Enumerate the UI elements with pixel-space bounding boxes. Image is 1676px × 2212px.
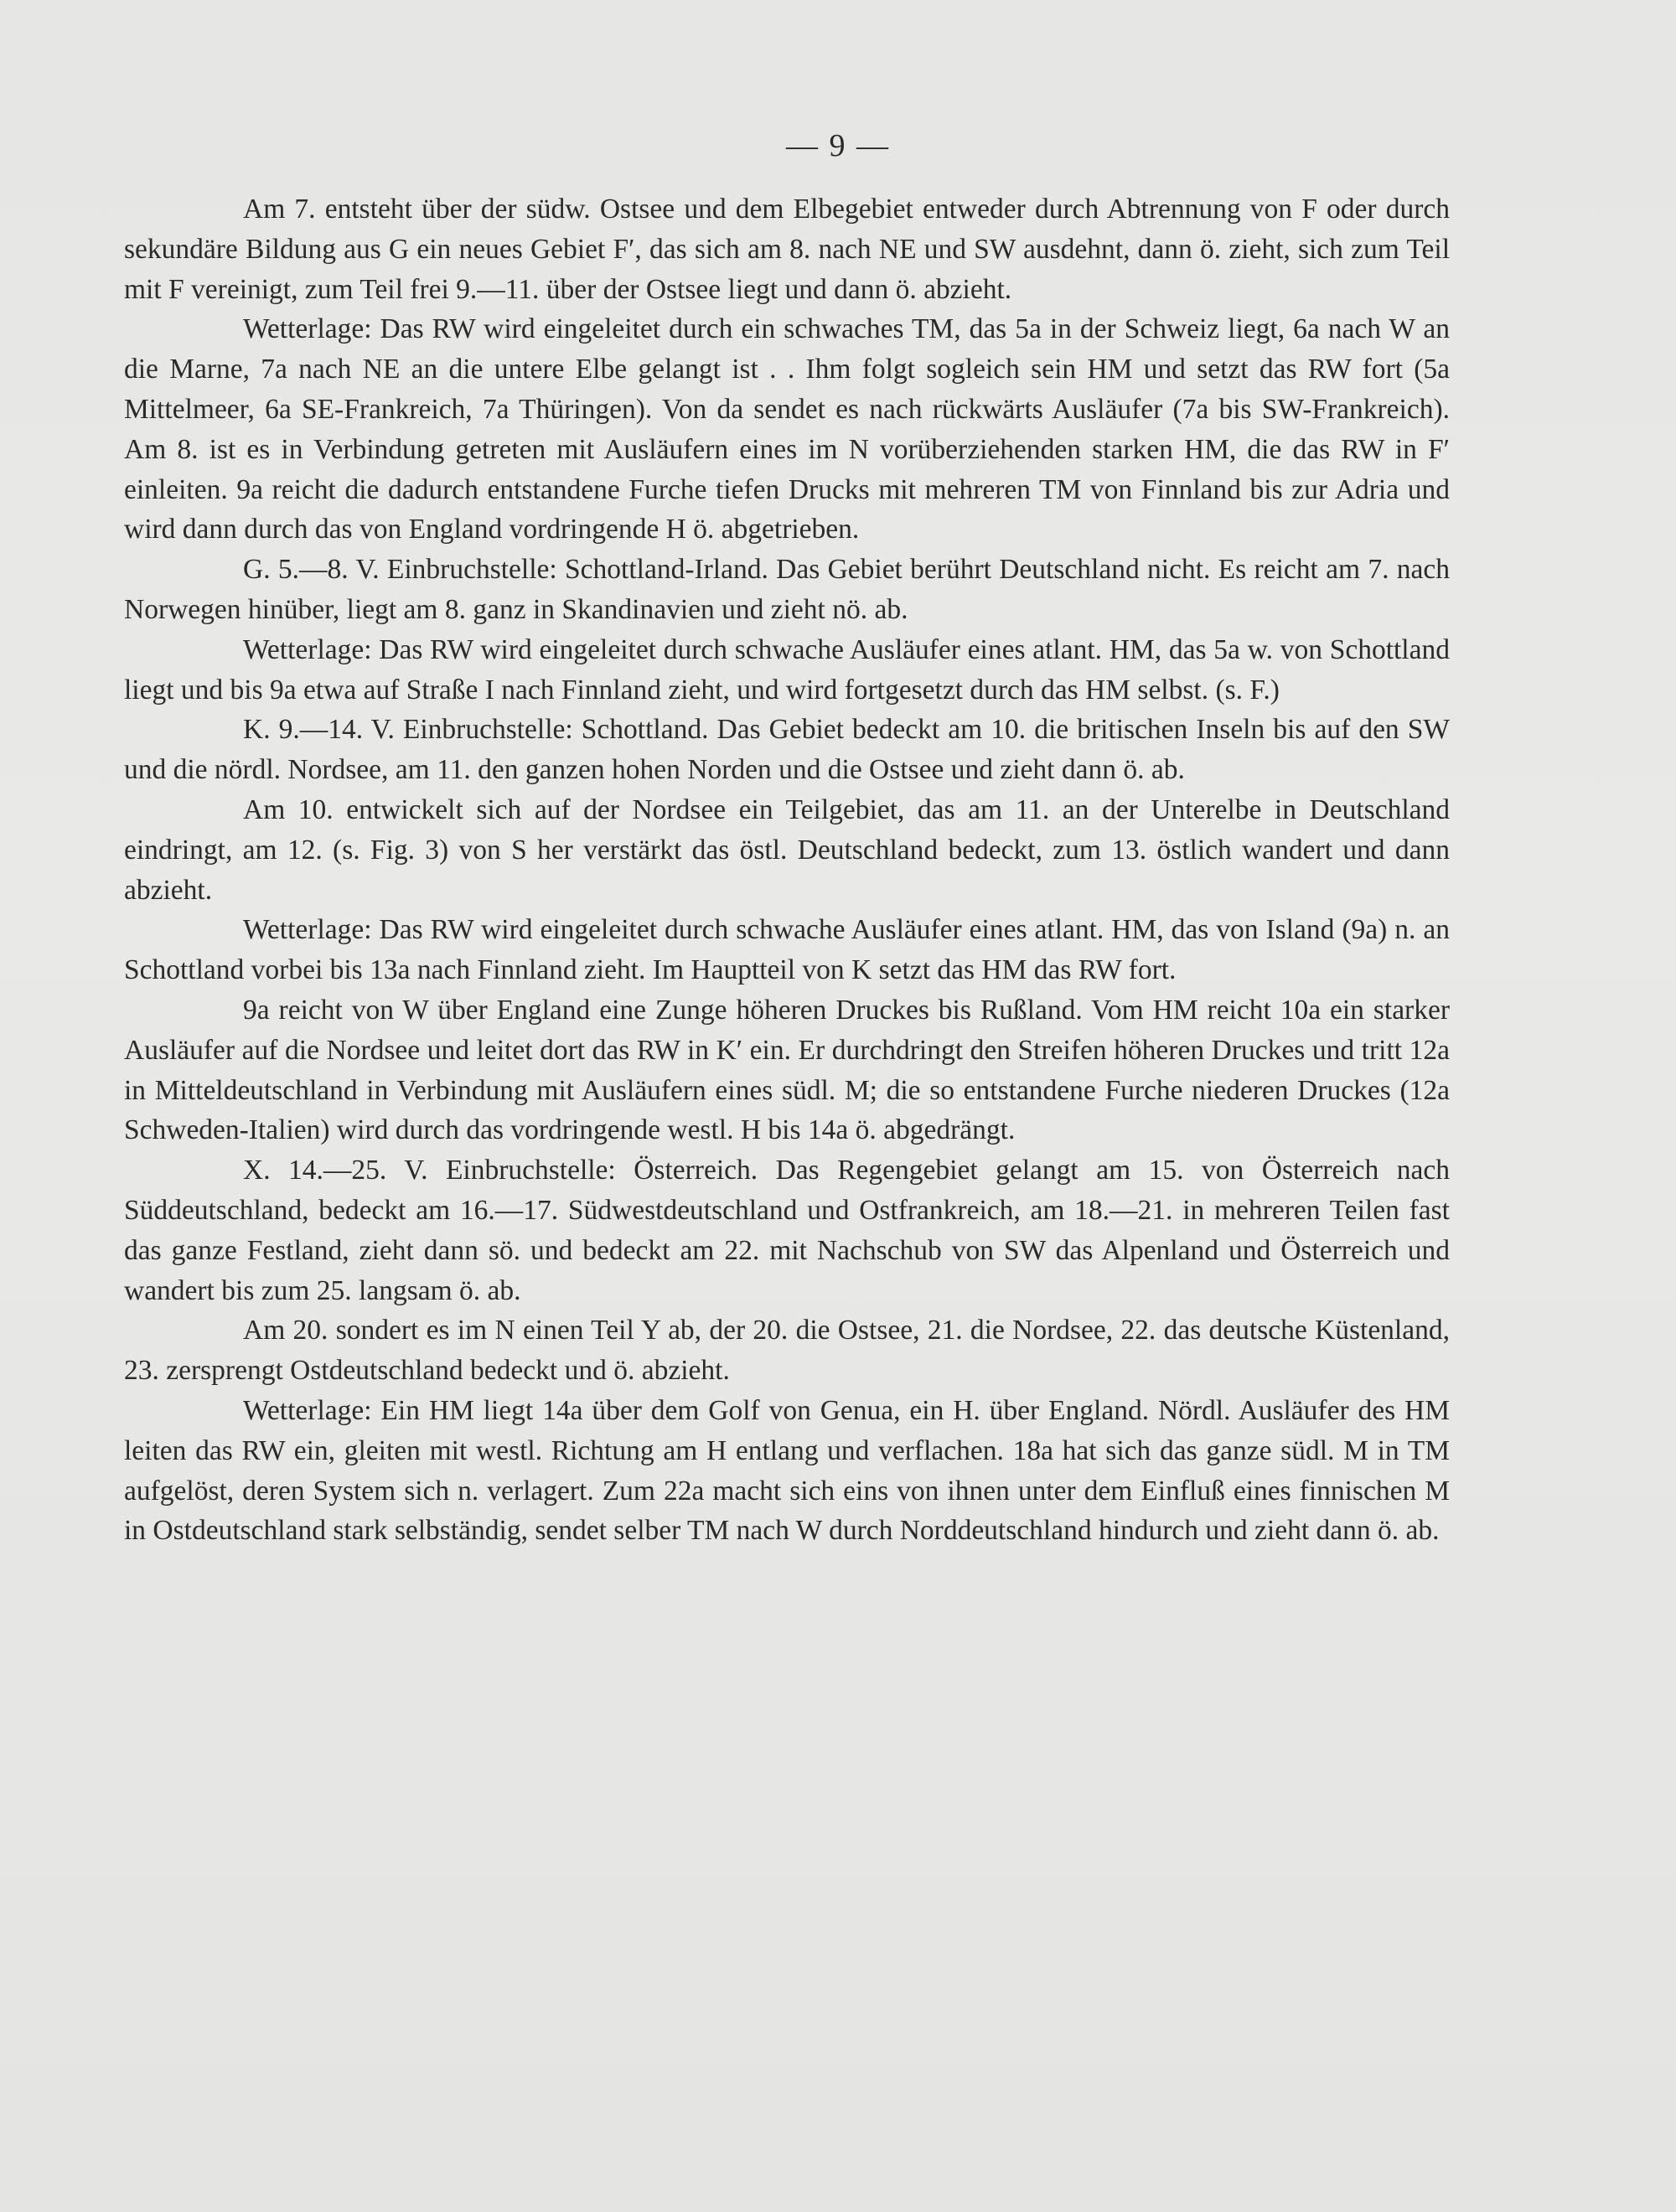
paragraph: Am 7. entsteht über der südw. Ostsee und dem Elbegebiet entweder durch Abtrennung von F oder durch sekundäre Bildung aus G ein neues Gebiet F′, das sich am 8. nach NE und SW ausdehnt, dann ö. zieht, sich zum Teil mit F vereinigt, zum Teil frei 9.—11. über der Ostsee liegt und dann ö. abzieht. (124, 194, 1450, 305)
paragraph: 9a reicht von W über England eine Zunge höheren Druckes bis Rußland. Vom HM reicht 10a ein starker Ausläufer auf die Nordsee und leitet dort das RW in K′ ein. Er durchdringt den Streifen höheren Druckes und tritt 12a in Mitteldeutschland in Verbindung mit Ausläufern eines südl. M; die so entstandene Furche niederen Druckes (12a Schweden-Italien) wird durch das vordringende westl. H bis 14a ö. abgedrängt. (124, 994, 1450, 1146)
paragraph: Am 10. entwickelt sich auf der Nordsee ein Teilgebiet, das am 11. an der Unterelbe in Deutschland eindringt, am 12. (s. Fig. 3) von S her verstärkt das östl. Deutschland bedeckt, zum 13. östlich wandert und dann abzieht. (124, 793, 1450, 906)
body-text (124, 189, 1450, 1551)
paragraph: X. 14.—25. V. Einbruchstelle: Österreich. Das Regengebiet gelangt am 15. von Österreich nach Süddeutschland, bedeckt am 16.—17. Südwestdeutschland und Ostfrankreich, am 18.—21. in mehreren Teilen fast das ganze Festland, zieht dann sö. und bedeckt am 22. mit Nachschub von SW das Alpenland und Österreich und wandert bis zum 25. langsam ö. ab. (124, 1155, 1450, 1306)
paragraph: Wetterlage: Das RW wird eingeleitet durch schwache Ausläufer eines atlant. HM, das 5a w. von Schottland liegt und bis 9a etwa auf Straße I nach Finnland zieht, und wird fortgesetzt durch das HM selbst. (s. F.) (124, 633, 1450, 705)
paragraph: Am 20. sondert es im N einen Teil Y ab, der 20. die Ostsee, 21. die Nordsee, 22. das deutsche Küstenland, 23. zersprengt Ostdeutschland bedeckt und ö. abzieht. (124, 1315, 1450, 1387)
paragraph: K. 9.—14. V. Einbruchstelle: Schottland. Das Gebiet bedeckt am 10. die britischen Inseln bis auf den SW und die nördl. Nordsee, am 11. den ganzen hohen Norden und die Ostsee und zieht dann ö. ab. (124, 714, 1450, 786)
paragraph: Wetterlage: Das RW wird eingeleitet durch ein schwaches TM, das 5a in der Schweiz liegt, 6a nach W an die Marne, 7a nach NE an die untere Elbe gelangt ist . . Ihm folgt sogleich sein HM und setzt das RW fort (5a Mittelmeer, 6a SE-Frankreich, 7a Thüringen). Von da sendet es nach rückwärts Ausläufer (7a bis SW-Frankreich). Am 8. ist es in Verbindung getreten mit Ausläufern eines im N vorüberziehenden starken HM, die das RW in F′ einleiten. 9a reicht die dadurch entstandene Furche tiefen Drucks mit mehreren TM von Finnland bis zur Adria und wird dann durch das von England vordringende H ö. abgetrieben. (124, 313, 1450, 545)
page-number: — 9 — (786, 128, 890, 163)
paragraph: Wetterlage: Das RW wird eingeleitet durch schwache Ausläufer eines atlant. HM, das von Island (9a) n. an Schottland vorbei bis 13a nach Finnland zieht. Im Hauptteil von K setzt das HM das RW fort. (124, 914, 1450, 986)
paragraph: Wetterlage: Ein HM liegt 14a über dem Golf von Genua, ein H. über England. Nördl. Ausläufer des HM leiten das RW ein, gleiten mit westl. Richtung am H entlang und verflachen. 18a hat sich das ganze südl. M in TM aufgelöst, deren System sich n. verlagert. Zum 22a macht sich eins von ihnen unter dem Einfluß eines finnischen M in Ostdeutschland stark selbständig, sendet selber TM nach W durch Norddeutschland hindurch und zieht dann ö. ab. (124, 1394, 1450, 1547)
paragraph: G. 5.—8. V. Einbruchstelle: Schottland-Irland. Das Gebiet berührt Deutschland nicht. Es reicht am 7. nach Norwegen hinüber, liegt am 8. ganz in Skandinavien und zieht nö. ab. (124, 554, 1450, 625)
